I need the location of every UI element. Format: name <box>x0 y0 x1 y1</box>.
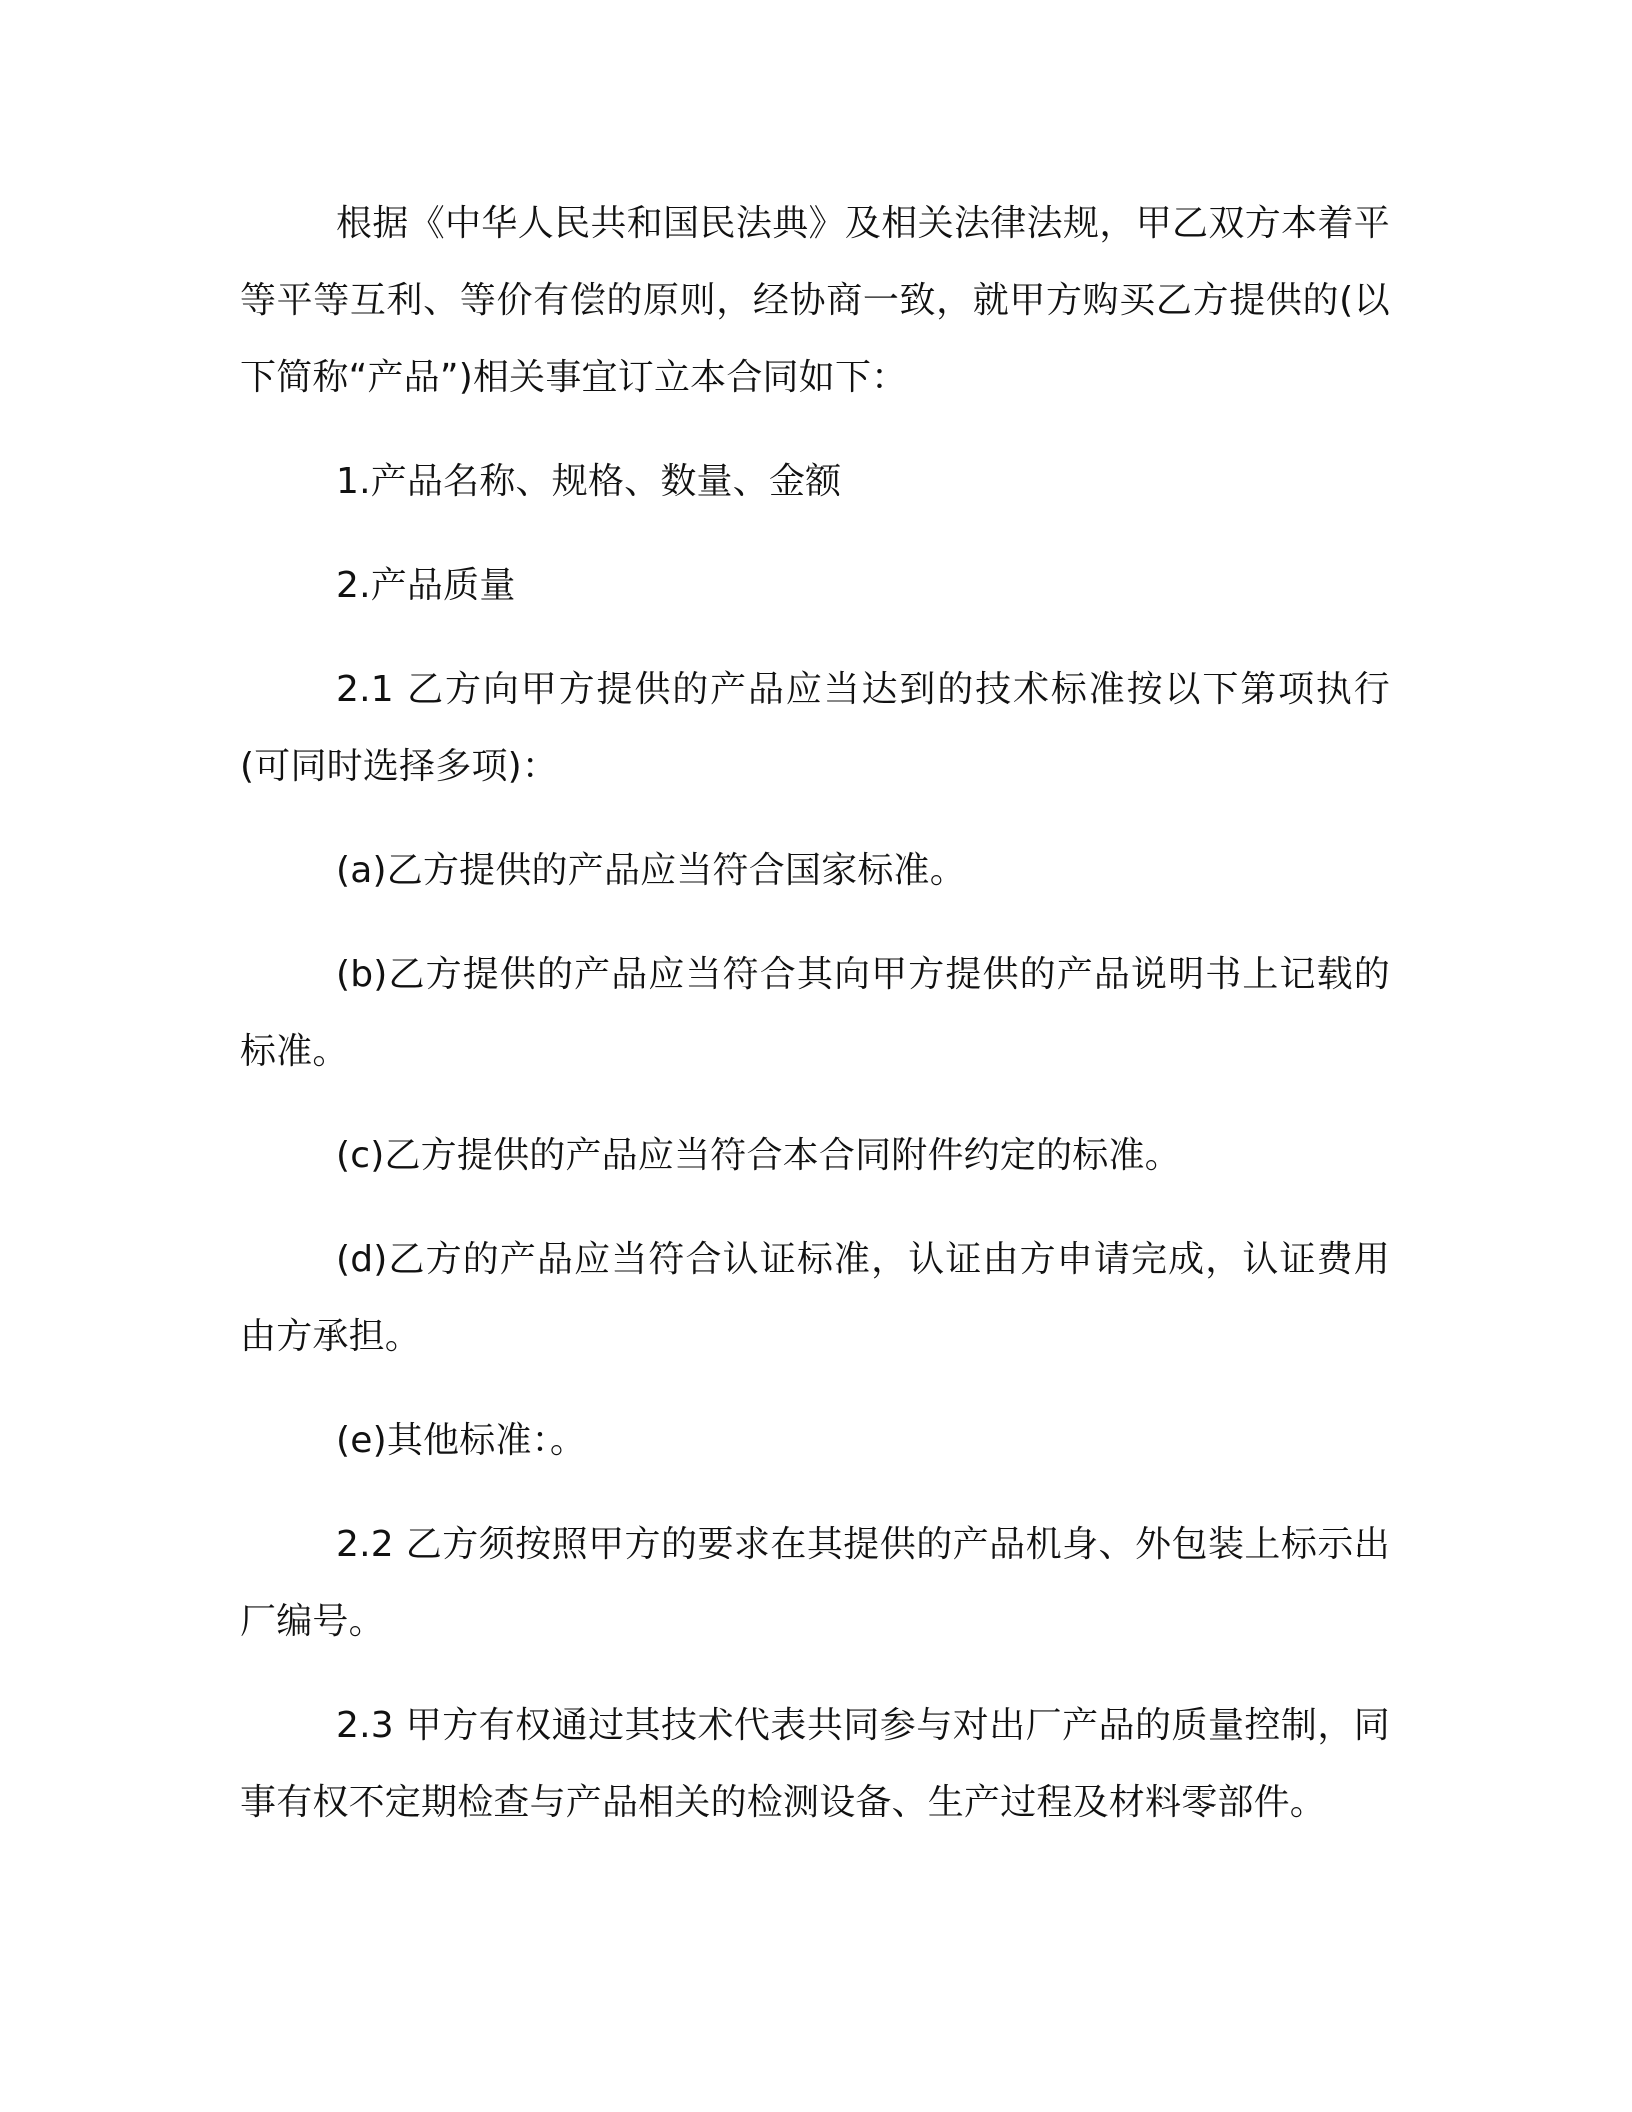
preamble-paragraph: 根据《中华人民共和国民法典》及相关法律法规，甲乙双方本着平等平等互利、等价有偿的原则，经协商一致，就甲方购买乙方提供的(以下简称“产品”)相关事宜订立本合同如下： <box>240 203 1390 398</box>
clause-2-1-b: (b)乙方提供的产品应当符合其向甲方提供的产品说明书上记载的标准。 <box>240 954 1390 1072</box>
clause-2-3: 2.3 甲方有权通过其技术代表共同参与对出厂产品的质量控制，同事有权不定期检查与产品相关的检测设备、生产过程及材料零部件。 <box>240 1705 1390 1823</box>
clause-2-1: 2.1 乙方向甲方提供的产品应当达到的技术标准按以下第项执行(可同时选择多项)： <box>240 669 1390 787</box>
clause-2-1-a: (a)乙方提供的产品应当符合国家标准。 <box>336 850 966 891</box>
clause-2-2: 2.2 乙方须按照甲方的要求在其提供的产品机身、外包装上标示出厂编号。 <box>240 1524 1390 1642</box>
section-2-heading: 2.产品质量 <box>336 565 516 606</box>
clause-2-1-c: (c)乙方提供的产品应当符合本合同附件约定的标准。 <box>336 1135 1181 1176</box>
section-1-heading: 1.产品名称、规格、数量、金额 <box>336 461 842 502</box>
clause-2-1-d: (d)乙方的产品应当符合认证标准，认证由方申请完成，认证费用由方承担。 <box>240 1239 1390 1357</box>
document-body <box>240 185 1390 1868</box>
clause-2-1-e: (e)其他标准：。 <box>336 1420 587 1461</box>
